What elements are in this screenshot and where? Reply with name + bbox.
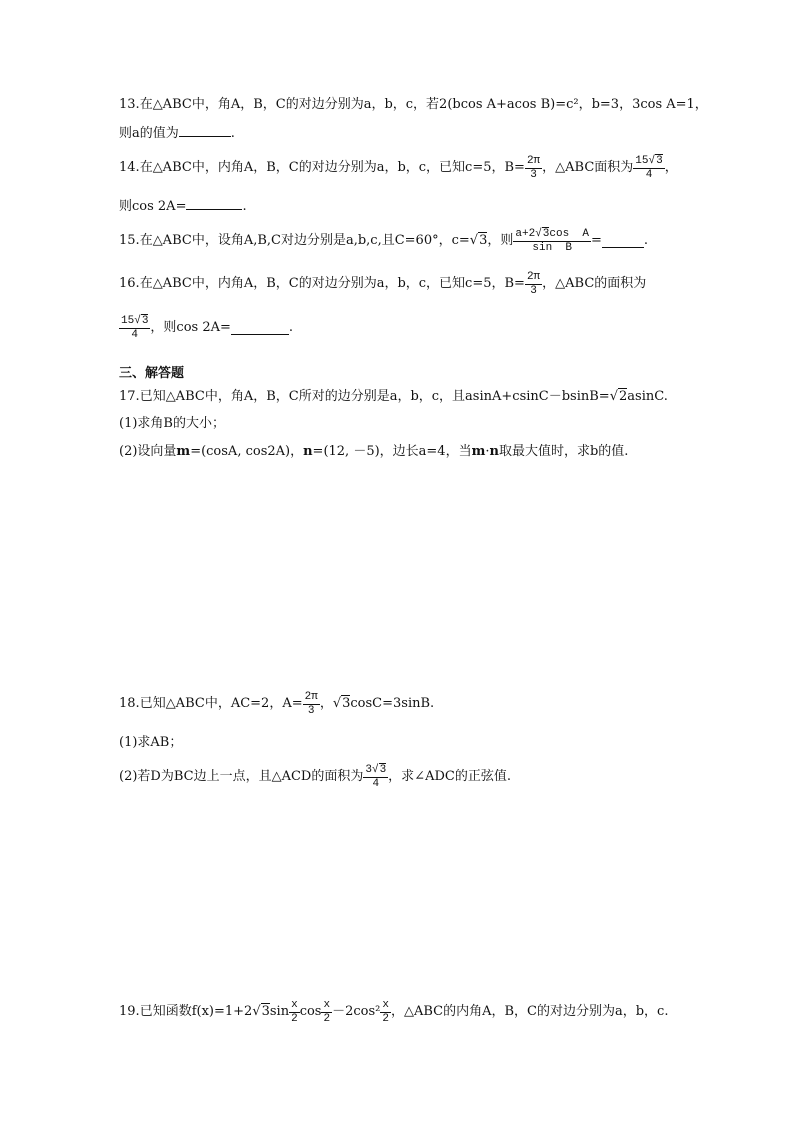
question-number: 15.	[119, 233, 140, 248]
fraction-expression: $\frac{\text{a+2√3cos A}}{\text{sin B}}$	[515, 227, 590, 254]
fraction-a: $\frac{2\pi}{3}$	[304, 690, 318, 717]
question-number: 17.	[119, 389, 140, 404]
question-17-line-1: 17.已知△ABC中，角A，B，C所对的边分别是a，b，c，且asinA+csinC－bsinB=√2asinC.	[119, 389, 668, 404]
answer-blank[interactable]	[179, 124, 231, 137]
question-17-part-1: (1)求角B的大小；	[119, 416, 225, 431]
sqrt-3: √3	[332, 696, 351, 711]
question-text: 已知△ABC中，角A，B，C所对的边分别是a，b，c，且asinA+csinC－bsinB=	[139, 389, 610, 404]
question-18-part-2: (2)若D为BC边上一点，且△ACD的面积为 $\frac{3√3}{4}$ ，求∠ADC的正弦值.	[119, 763, 511, 790]
fraction-area: $\frac{15√3}{4}$	[121, 314, 149, 341]
question-number: 14.	[119, 160, 140, 175]
question-text: 已知△ABC中，AC=2，A=	[139, 696, 303, 711]
fraction-area: $\frac{3√3}{4}$	[365, 763, 387, 790]
question-text: 在△ABC中，内角A，B，C的对边分别为a，b，c，已知c=5，B=	[139, 276, 525, 291]
fraction-area: $\frac{15√3}{4}$	[635, 154, 663, 181]
question-15-line: 15. 在△ABC中，设角A,B,C对边分别是a,b,c,且C=60°，c= √3 ，则 $\frac{\text{a+2√3cos A}}{\text{sin B}}$ = .	[119, 227, 649, 254]
vector-m: m	[176, 444, 191, 459]
question-number: 18.	[119, 696, 140, 711]
question-number: 19.	[119, 1004, 140, 1019]
question-18-line-1: 18. 已知△ABC中，AC=2，A= $\frac{2\pi}{3}$ ， √3 cosC=3sinB.	[119, 690, 435, 717]
answer-blank[interactable]	[231, 322, 289, 335]
question-16-line-2: $\frac{15√3}{4}$ ，则cos 2A= .	[121, 314, 294, 341]
fraction-b: $\frac{2\pi}{3}$	[526, 154, 541, 181]
answer-blank[interactable]	[186, 197, 242, 210]
question-text: 在△ABC中，内角A，B，C的对边分别为a，b，c，已知c=5，B=	[139, 160, 525, 175]
question-19-line: 19. 已知函数f(x)=1+2 √3 sin $\frac{x}{2}$ cos $\frac{x}{2}$ －2cos² $\frac{x}{2}$ ，△ABC的内角A，B，C的对边分别为a，b，c.	[119, 998, 669, 1025]
question-13-line-2: 则a的值为 .	[119, 126, 235, 141]
fraction-x-over-2: $\frac{x}{2}$	[291, 998, 298, 1025]
fraction-x-over-2: $\frac{x}{2}$	[323, 998, 331, 1025]
question-text: 则a的值为	[119, 126, 179, 141]
question-18-part-1: (1)求AB；	[119, 735, 183, 750]
question-14-line-2: 则cos 2A= .	[119, 199, 247, 214]
question-text: 则cos 2A=	[119, 199, 187, 214]
sqrt-2: √2	[609, 389, 628, 404]
question-text: 在△ABC中，设角A,B,C对边分别是a,b,c,且C=60°，c=	[139, 233, 470, 248]
question-16-line-1	[119, 266, 646, 302]
question-17-part-2: (2)设向量m=(cosA, cos2A)，n=(12, －5)，边长a=4，当m·n取最大值时，求b的值.	[119, 444, 629, 459]
question-text: ，则cos 2A=	[150, 320, 231, 335]
question-text: ，△ABC面积为	[542, 160, 634, 175]
sqrt-3: √3	[469, 233, 488, 248]
fraction-b: $\frac{2\pi}{3}$	[526, 270, 541, 297]
question-text: ，△ABC的面积为	[542, 276, 647, 291]
fraction-x-over-2: $\frac{x}{2}$	[382, 998, 389, 1025]
section-heading: 三、解答题	[119, 366, 185, 381]
question-text: 在△ABC中，角A，B，C的对边分别为a，b，c，若2(bcos A+acos B)=c²，b=3，3cos A=1，	[139, 97, 708, 112]
vector-n: n	[303, 444, 313, 459]
question-13-line-1	[119, 97, 708, 113]
sqrt-3: √3	[252, 1004, 270, 1019]
question-14-line-1: 14. 在△ABC中，内角A，B，C的对边分别为a，b，c，已知c=5，B= $\frac{2\pi}{3}$ ，△ABC面积为 $\frac{15√3}{4}$ ，	[119, 154, 678, 181]
question-number: 13.	[119, 97, 140, 112]
question-number: 16.	[119, 276, 140, 291]
answer-blank[interactable]	[602, 235, 644, 248]
question-text: 已知函数f(x)=1+2	[139, 1004, 253, 1019]
